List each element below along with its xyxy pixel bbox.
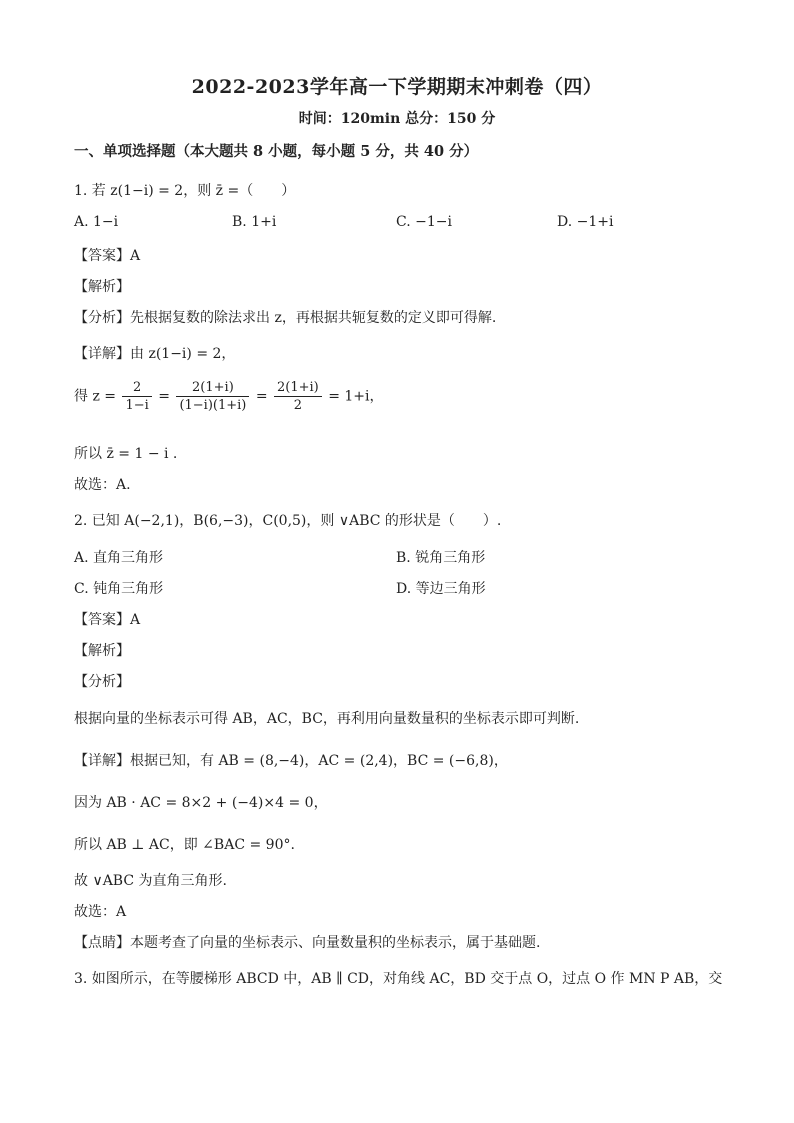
equals-sign: = [255,388,268,405]
q2-step-2: 所以 AB ⊥ AC，即 ∠BAC = 90°. [74,837,295,853]
q1-frac-3-den: 2 [293,398,303,413]
q1-option-a: A. 1−i [74,214,119,230]
q1-frac-2 [176,380,249,413]
q2-option-b: B. 锐角三角形 [396,550,486,566]
q1-calc-suffix: = 1+i， [328,388,384,405]
q1-frac-2-num: 2(1+i) [176,380,249,397]
q2-option-c: C. 钝角三角形 [74,581,164,597]
q3-stem: 3. 如图所示，在等腰梯形 ABCD 中，AB ∥ CD，对角线 AC，BD 交于点 O，过点 O 作 MN P AB，交 [74,971,723,987]
page-title: 2022-2023学年高一下学期期末冲刺卷（四） [191,76,603,98]
q2-xiangjie: 【详解】根据已知，有 AB = (8,−4)，AC = (2,4)，BC = (−6,8)， [74,753,508,769]
q2-step-3: 故 ∨ABC 为直角三角形. [74,873,227,889]
q1-frac-3-num: 2(1+i) [274,380,322,397]
q1-conj: 所以 z̄ = 1 − i . [74,446,178,462]
q2-fenxi: 根据向量的坐标表示可得 AB，AC，BC，再利用向量数量积的坐标表示即可判断. [74,711,580,727]
q1-calc [74,380,384,413]
q2-answer: 【答案】A [74,612,141,628]
q1-frac-1 [122,380,151,413]
section-heading: 一、单项选择题（本大题共 8 小题，每小题 5 分，共 40 分） [74,143,479,160]
q2-option-d: D. 等边三角形 [396,581,486,597]
q2-option-a: A. 直角三角形 [74,550,164,566]
q1-calc-prefix: 得 z = [74,388,117,405]
q1-frac-2-den: (1−i)(1+i) [179,398,247,413]
q2-step-1: 因为 AB · AC = 8×2 + (−4)×4 = 0， [74,795,328,811]
q1-option-d: D. −1+i [557,214,614,230]
q1-frac-3 [274,380,322,413]
q1-answer: 【答案】A [74,248,141,264]
q2-fenxi-head: 【分析】 [74,674,130,690]
q1-analysis-head: 【解析】 [74,279,130,295]
q1-frac-1-den: 1−i [125,398,149,413]
q1-fenxi: 【分析】先根据复数的除法求出 z，再根据共轭复数的定义即可得解. [74,310,497,326]
q1-choose: 故选：A. [74,477,131,493]
equals-sign: = [158,388,170,405]
q2-choose: 故选：A [74,904,127,920]
q2-stem: 2. 已知 A(−2,1)，B(6,−3)，C(0,5)，则 ∨ABC 的形状是（ ）. [74,513,502,529]
q1-xiangjie: 【详解】由 z(1−i) = 2， [74,346,236,362]
q1-stem: 1. 若 z(1−i) = 2，则 z̄ =（ ） [74,183,296,199]
q1-frac-1-num: 2 [122,380,151,397]
q2-analysis-head: 【解析】 [74,643,130,659]
q2-dianjing: 【点睛】本题考查了向量的坐标表示、向量数量积的坐标表示，属于基础题. [74,935,541,951]
q1-option-b: B. 1+i [232,214,277,230]
q1-option-c: C. −1−i [396,214,452,230]
page-subtitle: 时间：120min 总分：150 分 [298,111,496,127]
